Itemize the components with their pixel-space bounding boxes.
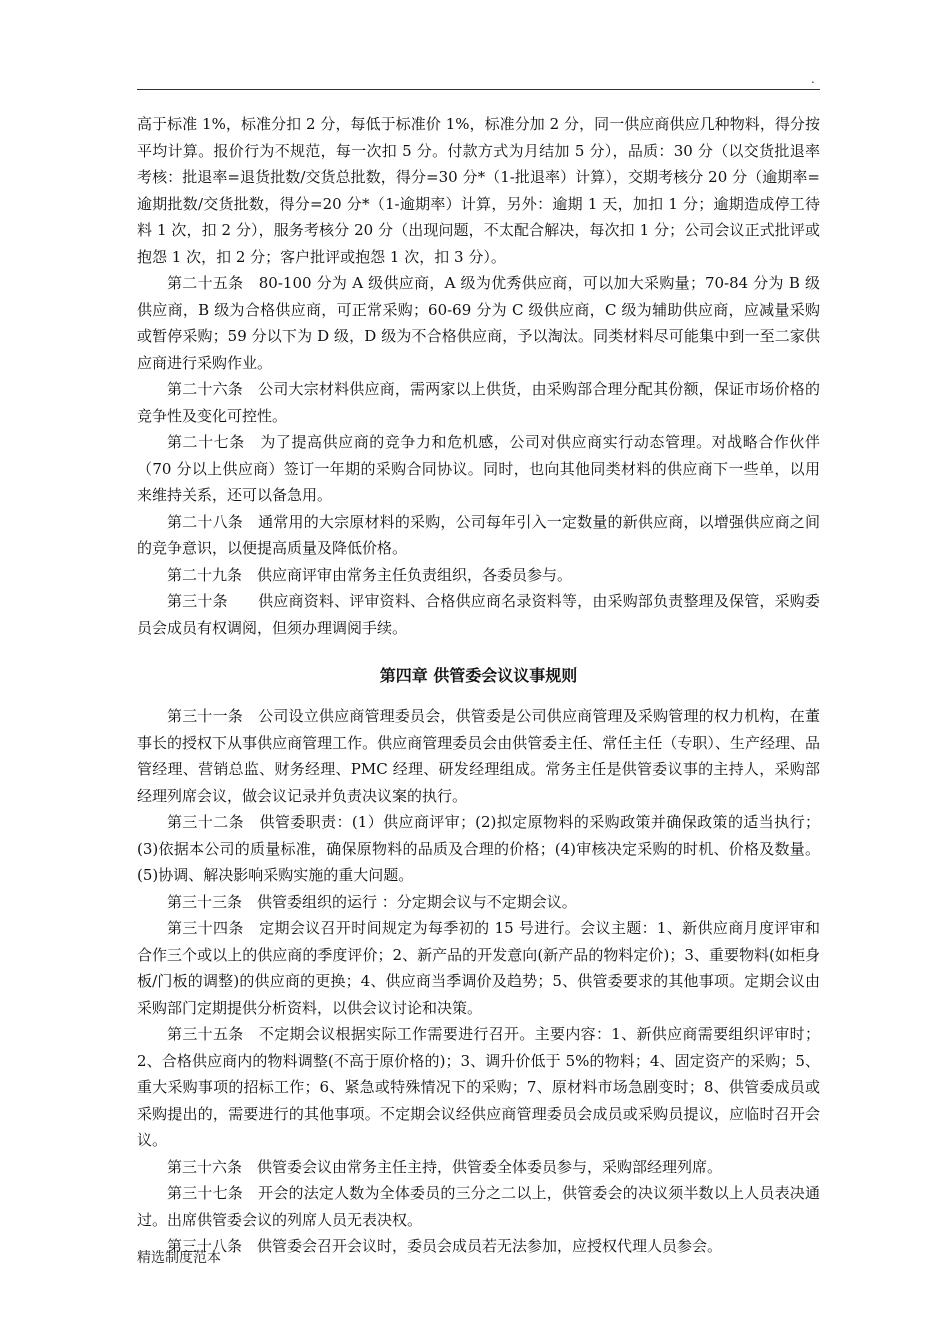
- document-body: [137, 111, 820, 1260]
- paragraph-continued: 高于标准 1%，标准分扣 2 分，每低于标准价 1%，标准分加 2 分，同一供应商供应几种物料，得分按平均计算。报价行为不规范，每一次扣 5 分。付款方式为月结加 5 分），品质：30 分（以交货批退率考核：批退率=退货批数/交货总批数，得分=30 分*（1-批退率）计算），交期考核分 20 分（逾期率=逾期批数/交货批数，得分=20 分*（1-逾期率）计算，另外：逾期 1 天，加扣 1 分；逾期造成停工待料 1 次，扣 2 分），服务考核分 20 分（出现问题，不太配合解决，每次扣 1 分；公司会议正式批评或抱怨 1 次，扣 2 分；客户批评或抱怨 1 次，扣 3 分）。: [137, 115, 820, 266]
- article-34: 第三十四条 定期会议召开时间规定为每季初的 15 号进行。会议主题：1、新供应商月度评审和合作三个或以上的供应商的季度评价；2、新产品的开发意向(新产品的物料定价)；3、重要物料(如柜身板/门板的调整)的供应商的更换；4、供应商当季调价及趋势；5、供管委要求的其他事项。定期会议由采购部门定期提供分析资料，以供会议讨论和决策。: [137, 919, 820, 1017]
- article-32: 第三十二条 供管委职责：(1）供应商评审；(2)拟定原物料的采购政策并确保政策的适当执行；(3)依据本公司的质量标准，确保原物料的品质及合理的价格；(4)审核决定采购的时机、价格及数量。(5)协调、解决影响采购实施的重大问题。: [137, 813, 820, 884]
- chapter-title: 第四章 供管委会议议事规则: [379, 666, 578, 685]
- article-33: 第三十三条 供管委组织的运行 ：分定期会议与不定期会议。: [167, 892, 577, 911]
- article-37: 第三十七条 开会的法定人数为全体委员的三分之二以上，供管委会的决议须半数以上人员表决通过。出席供管委会议的列席人员无表决权。: [137, 1184, 820, 1229]
- article-36: 第三十六条 供管委会议由常务主任主持，供管委全体委员参与，采购部经理列席。: [167, 1157, 723, 1176]
- article-30: 第三十条 供应商资料、评审资料、合格供应商名录资料等，由采购部负责整理及保管，采购委员会成员有权调阅，但须办理调阅手续。: [137, 592, 820, 637]
- article-31: 第三十一条 公司设立供应商管理委员会，供管委是公司供应商管理及采购管理的权力机构，在董事长的授权下从事供应商管理工作。供应商管理委员会由供管委主任、常任主任（专职）、生产经理、品管经理、营销总监、财务经理、PMC 经理、研发经理组成。常务主任是供管委议事的主持人，采购部经理列席会议，做会议记录并负责决议案的执行。: [137, 707, 820, 805]
- footer-label: 精选制度范本: [137, 1250, 221, 1266]
- header-mark: .: [811, 72, 815, 86]
- article-28: 第二十八条 通常用的大宗原材料的采购，公司每年引入一定数量的新供应商，以增强供应商之间的竞争意识，以便提高质量及降低价格。: [137, 512, 820, 557]
- article-25: 第二十五条 80-100 分为 A 级供应商，A 级为优秀供应商，可以加大采购量；70-84 分为 B 级供应商，B 级为合格供应商，可正常采购；60-69 分为 C 级供应商，C 级为辅助供应商，应减量采购或暂停采购；59 分以下为 D 级，D 级为不合格供应商，予以淘汰。同类材料尽可能集中到一至二家供应商进行采购作业。: [137, 274, 820, 372]
- article-27: 第二十七条 为了提高供应商的竞争力和危机感，公司对供应商实行动态管理。对战略合作伙伴（70 分以上供应商）签订一年期的采购合同协议。同时，也向其他同类材料的供应商下一些单，以用来维持关系，还可以备急用。: [137, 433, 820, 504]
- article-35: 第三十五条 不定期会议根据实际工作需要进行召开。主要内容：1、新供应商需要组织评审时；2、合格供应商内的物料调整(不高于原价格的)；3、调升价低于 5%的物料；4、固定资产的采购；5、重大采购事项的招标工作；6、紧急或特殊情况下的采购；7、原材料市场急剧变时；8、供管委成员或采购提出的，需要进行的其他事项。不定期会议经供应商管理委员会成员或采购员提议，应临时召开会议。: [137, 1025, 820, 1149]
- article-29: 第二十九条 供应商评审由常务主任负责组织，各委员参与。: [167, 565, 573, 584]
- article-38: 第三十八条 供管委会召开会议时，委员会成员若无法参加，应授权代理人员参会。: [167, 1237, 723, 1255]
- article-26: 第二十六条 公司大宗材料供应商，需两家以上供货，由采购部合理分配其份额，保证市场价格的竞争性及变化可控性。: [137, 380, 820, 425]
- header-rule: [137, 89, 820, 90]
